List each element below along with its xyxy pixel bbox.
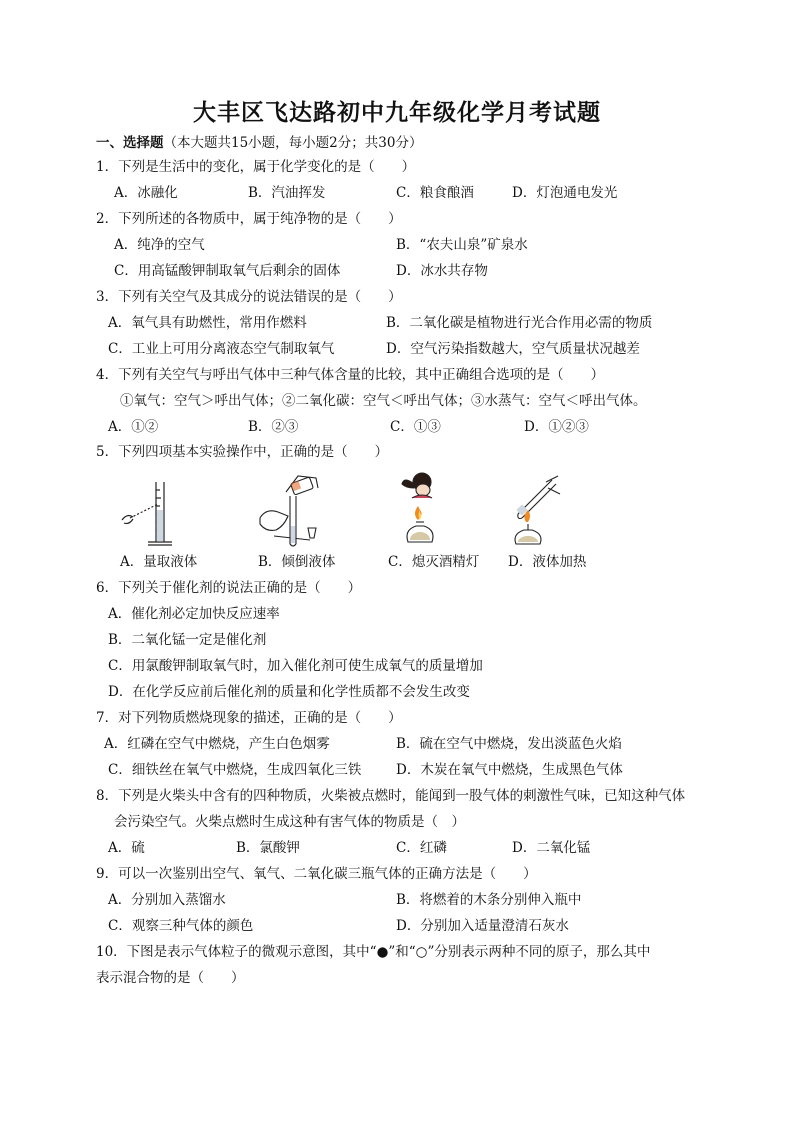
question-6-option-a: A．催化剂必定加快反应速率	[108, 606, 280, 622]
question-2-option-d: D．冰水共存物	[396, 263, 488, 279]
question-8-option-b: B．氯酸钾	[236, 840, 300, 856]
question-8-option-d: D．二氧化锰	[512, 840, 591, 856]
question-7-option-c: C．细铁丝在氧气中燃烧，生成四氧化三铁	[108, 762, 362, 778]
question-6-option-d: D．在化学反应前后催化剂的质量和化学性质都不会发生改变	[108, 684, 470, 700]
question-4-option-a: A．①②	[108, 419, 159, 435]
question-9-option-d: D．分别加入适量澄清石灰水	[396, 918, 569, 934]
section-heading	[96, 134, 422, 152]
question-7-option-b: B．硫在空气中燃烧，发出淡蓝色火焰	[396, 736, 622, 752]
question-3-option-d: D．空气污染指数越大，空气质量状况越差	[386, 341, 640, 357]
question-4-option-b: B．②③	[248, 419, 299, 435]
question-5-option-b: B．倾倒液体	[258, 554, 336, 570]
question-1-option-d: D．灯泡通电发光	[512, 185, 618, 201]
question-8-option-c: C．红磷	[396, 840, 447, 856]
question-4-option-d: D．①②③	[524, 419, 589, 435]
question-4-stem: 4．下列有关空气与呼出气体中三种气体含量的比较，其中正确组合选项的是（ ）	[96, 367, 605, 383]
heating-liquid-figure	[506, 472, 566, 548]
question-5-option-a: A．量取液体	[120, 554, 198, 570]
question-1-stem: 1．下列是生活中的变化，属于化学变化的是（ ）	[96, 159, 416, 175]
question-2-option-b: B．“农夫山泉”矿泉水	[396, 237, 528, 253]
question-8-stem: 8．下列是火柴头中含有的四种物质，火柴被点燃时，能闻到一股气体的刺激性气味，已知这种气体	[96, 788, 686, 804]
question-3-stem: 3．下列有关空气及其成分的说法错误的是（ ）	[96, 289, 402, 305]
question-1-option-c: C．粮食酿酒	[396, 185, 474, 201]
section-note: （本大题共15小题，每小题2分；共30分）	[163, 135, 423, 151]
question-3-option-c: C．工业上可用分离液态空气制取氧气	[108, 341, 335, 357]
question-5-option-d: D．液体加热	[508, 554, 587, 570]
question-8-stem-continued: 会污染空气。火柴点燃时生成这种有害气体的物质是（ ）	[114, 814, 465, 830]
question-10-stem: 10．下图是表示气体粒子的微观示意图，其中“●”和“○”分别表示两种不同的原子，那么其中	[96, 944, 651, 960]
question-9-option-b: B．将燃着的木条分别伸入瓶中	[396, 892, 582, 908]
question-5-option-c: C．熄灭酒精灯	[388, 554, 480, 570]
question-4-option-c: C．①③	[390, 419, 441, 435]
question-6-option-b: B．二氧化锰一定是催化剂	[108, 632, 267, 648]
question-9-option-a: A．分别加入蒸馏水	[108, 892, 226, 908]
question-1-option-b: B．汽油挥发	[248, 185, 326, 201]
question-7-option-d: D．木炭在氧气中燃烧，生成黑色气体	[396, 762, 623, 778]
question-4-statements: ①氧气：空气＞呼出气体；②二氧化碳：空气＜呼出气体；③水蒸气：空气＜呼出气体。	[120, 393, 647, 409]
question-10-stem-continued: 表示混合物的是（ ）	[96, 970, 245, 986]
question-8-option-a: A．硫	[108, 840, 145, 856]
section-label: 一、选择题	[96, 135, 164, 151]
question-2-option-a: A．纯净的空气	[114, 237, 205, 253]
alcohol-lamp-blowing-figure	[398, 470, 444, 548]
question-9-option-c: C．观察三种气体的颜色	[108, 918, 254, 934]
question-6-stem: 6．下列关于催化剂的说法正确的是（ ）	[96, 580, 362, 596]
question-5-stem: 5．下列四项基本实验操作中，正确的是（ ）	[96, 444, 389, 460]
question-7-stem: 7．对下列物质燃烧现象的描述，正确的是（ ）	[96, 710, 402, 726]
pouring-liquid-figure	[252, 470, 324, 550]
question-6-option-c: C．用氯酸钾制取氧气时，加入催化剂可使生成氧气的质量增加	[108, 658, 483, 674]
question-7-option-a: A．红磷在空气中燃烧，产生白色烟雾	[104, 736, 330, 752]
graduated-cylinder-figure	[118, 478, 178, 550]
question-2-option-c: C．用高锰酸钾制取氧气后剩余的固体	[114, 263, 341, 279]
question-3-option-a: A．氧气具有助燃性，常用作燃料	[108, 315, 307, 331]
question-1-option-a: A．冰融化	[114, 185, 178, 201]
question-3-option-b: B．二氧化碳是植物进行光合作用必需的物质	[386, 315, 653, 331]
question-2-stem: 2．下列所述的各物质中，属于纯净物的是（ ）	[96, 211, 402, 227]
question-9-stem: 9．可以一次鉴别出空气、氧气、二氧化碳三瓶气体的正确方法是（ ）	[96, 866, 537, 882]
page-title: 大丰区飞达路初中九年级化学月考试题	[193, 99, 601, 126]
